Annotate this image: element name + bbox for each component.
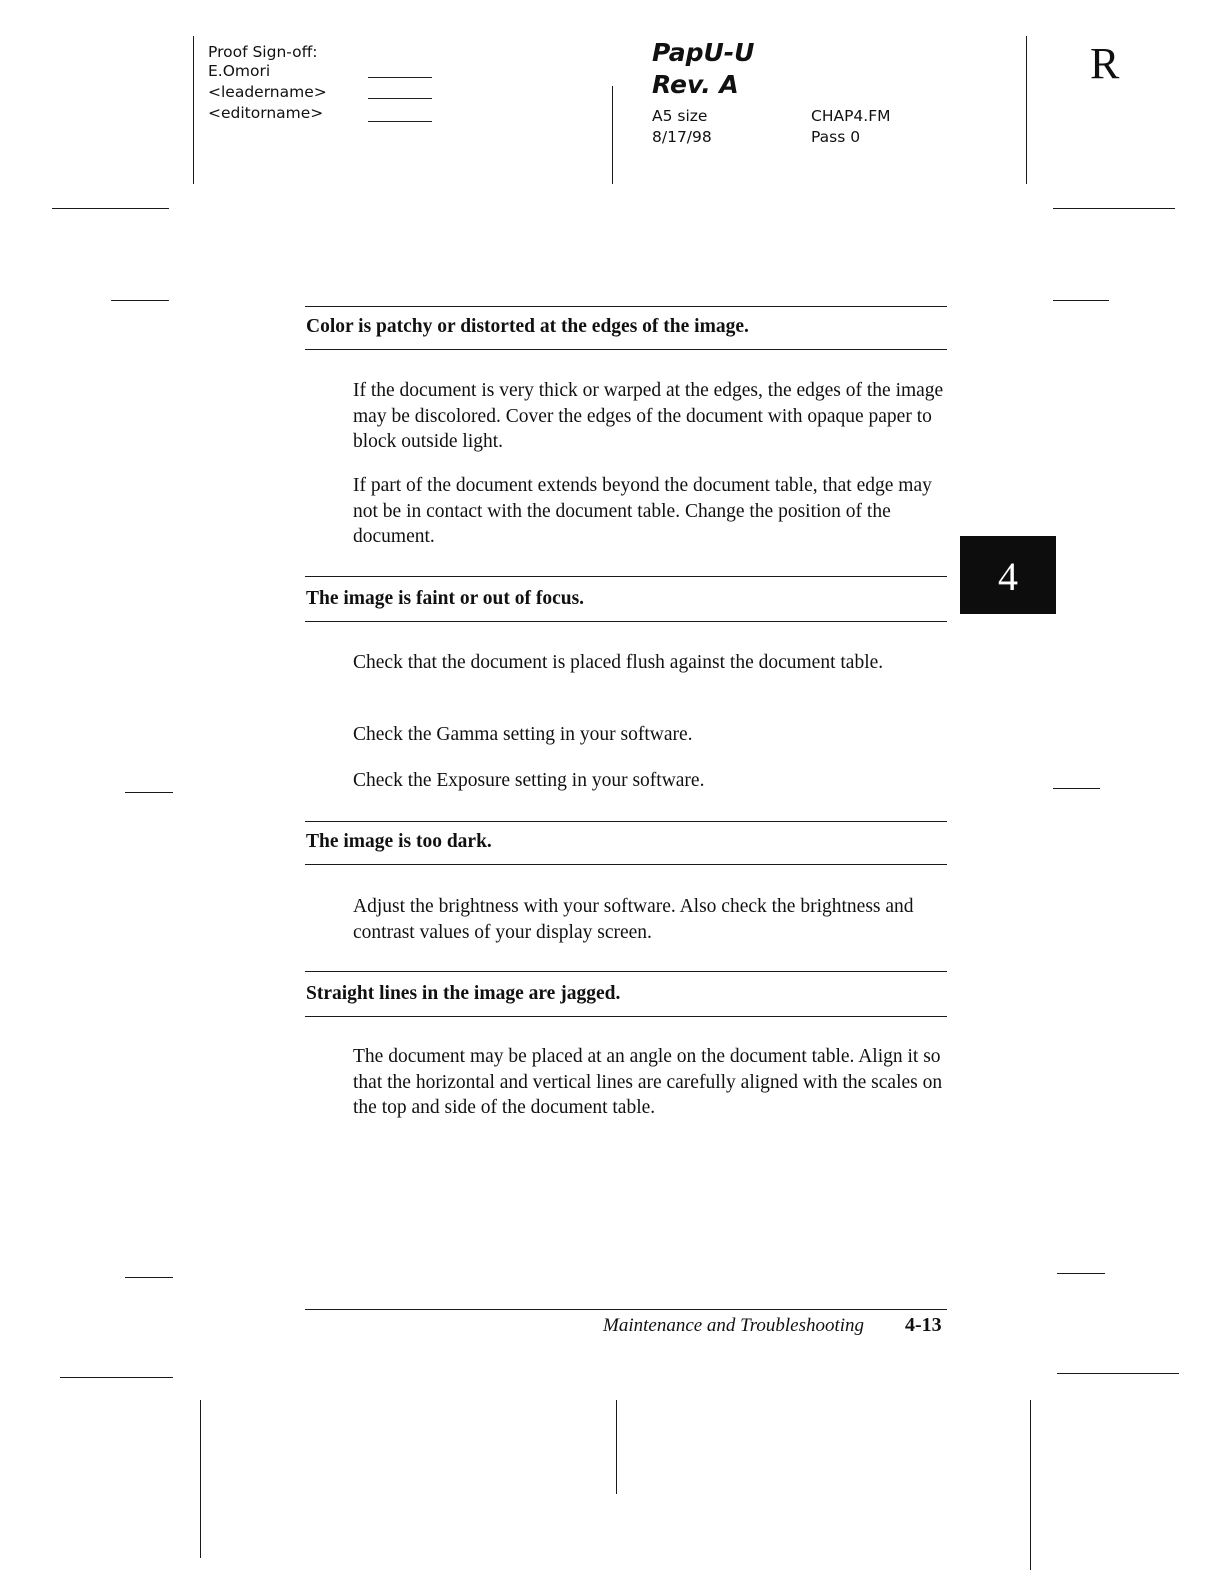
pass-number: Pass 0: [811, 128, 861, 146]
crop-mark-bottom-right: [1030, 1400, 1031, 1570]
footer-rule: [305, 1309, 947, 1310]
section-paragraph: The document may be placed at an angle on the document table. Align it so that the horizontal and vertical lines are carefully aligned with the scales on the top and side of the document table.: [353, 1046, 943, 1118]
signoff-left-rule: [193, 36, 194, 184]
signoff-line-1: [368, 77, 432, 78]
chapter-tab: 4: [960, 536, 1056, 614]
section-rule-top: [305, 576, 947, 577]
signoff-name-3: <editorname>: [208, 104, 324, 122]
signoff-line-2: [368, 98, 432, 99]
section-rule-bottom: [305, 1016, 947, 1017]
footer-chapter-title: Maintenance and Troubleshooting: [603, 1315, 865, 1336]
crop-mark-bottom-left: [200, 1400, 201, 1558]
title-left-rule: [612, 86, 613, 184]
crop-mark-left-1: [52, 208, 169, 209]
section-heading: The image is faint or out of focus.: [306, 588, 585, 609]
file-name: CHAP4.FM: [811, 107, 891, 125]
paper-size: A5 size: [652, 107, 708, 125]
section-rule-top: [305, 306, 947, 307]
crop-mark-left-2: [111, 300, 169, 301]
crop-mark-right-1: [1053, 208, 1175, 209]
section-paragraph: Adjust the brightness with your software. Also check the brightness and contrast values of your display screen.: [353, 896, 914, 943]
signoff-label: Proof Sign-off:: [208, 43, 318, 61]
footer-page-number: 4-13: [905, 1314, 942, 1336]
doc-title: PapU-U: [652, 38, 755, 67]
section-heading: The image is too dark.: [306, 831, 492, 852]
signoff-name-1: E.Omori: [208, 62, 271, 80]
section-rule-bottom: [305, 349, 947, 350]
doc-revision: Rev. A: [652, 70, 739, 99]
section-paragraph: Check the Exposure setting in your software.: [353, 770, 705, 791]
section-paragraph: Check the Gamma setting in your software.: [353, 724, 693, 745]
crop-mark-right-2: [1053, 300, 1109, 301]
section-rule-top: [305, 971, 947, 972]
section-paragraph: Check that the document is placed flush against the document table.: [353, 652, 884, 673]
crop-mark-left-3: [125, 792, 173, 793]
title-right-rule: [1026, 36, 1027, 184]
section-paragraph: If part of the document extends beyond the document table, that edge may not be in contact with the document table. Change the position of the document.: [353, 475, 932, 547]
section-rule-top: [305, 821, 947, 822]
crop-mark-right-3: [1053, 788, 1100, 789]
crop-mark-bottom-center: [616, 1400, 617, 1494]
signoff-name-2: <leadername>: [208, 83, 327, 101]
section-heading: Color is patchy or distorted at the edges of the image.: [306, 316, 749, 337]
crop-mark-left-4: [125, 1277, 173, 1278]
crop-mark-left-5: [60, 1377, 173, 1378]
section-rule-bottom: [305, 621, 947, 622]
signoff-line-3: [368, 121, 432, 122]
crop-mark-right-5: [1057, 1373, 1179, 1374]
section-paragraph: If the document is very thick or warped at the edges, the edges of the image may be discolored. Cover the edges of the document with opaque paper to block outside light.: [353, 380, 944, 452]
corner-mark: R: [1090, 39, 1120, 88]
section-rule-bottom: [305, 864, 947, 865]
doc-date: 8/17/98: [652, 128, 712, 146]
section-heading: Straight lines in the image are jagged.: [306, 983, 621, 1004]
crop-mark-right-4: [1057, 1273, 1105, 1274]
